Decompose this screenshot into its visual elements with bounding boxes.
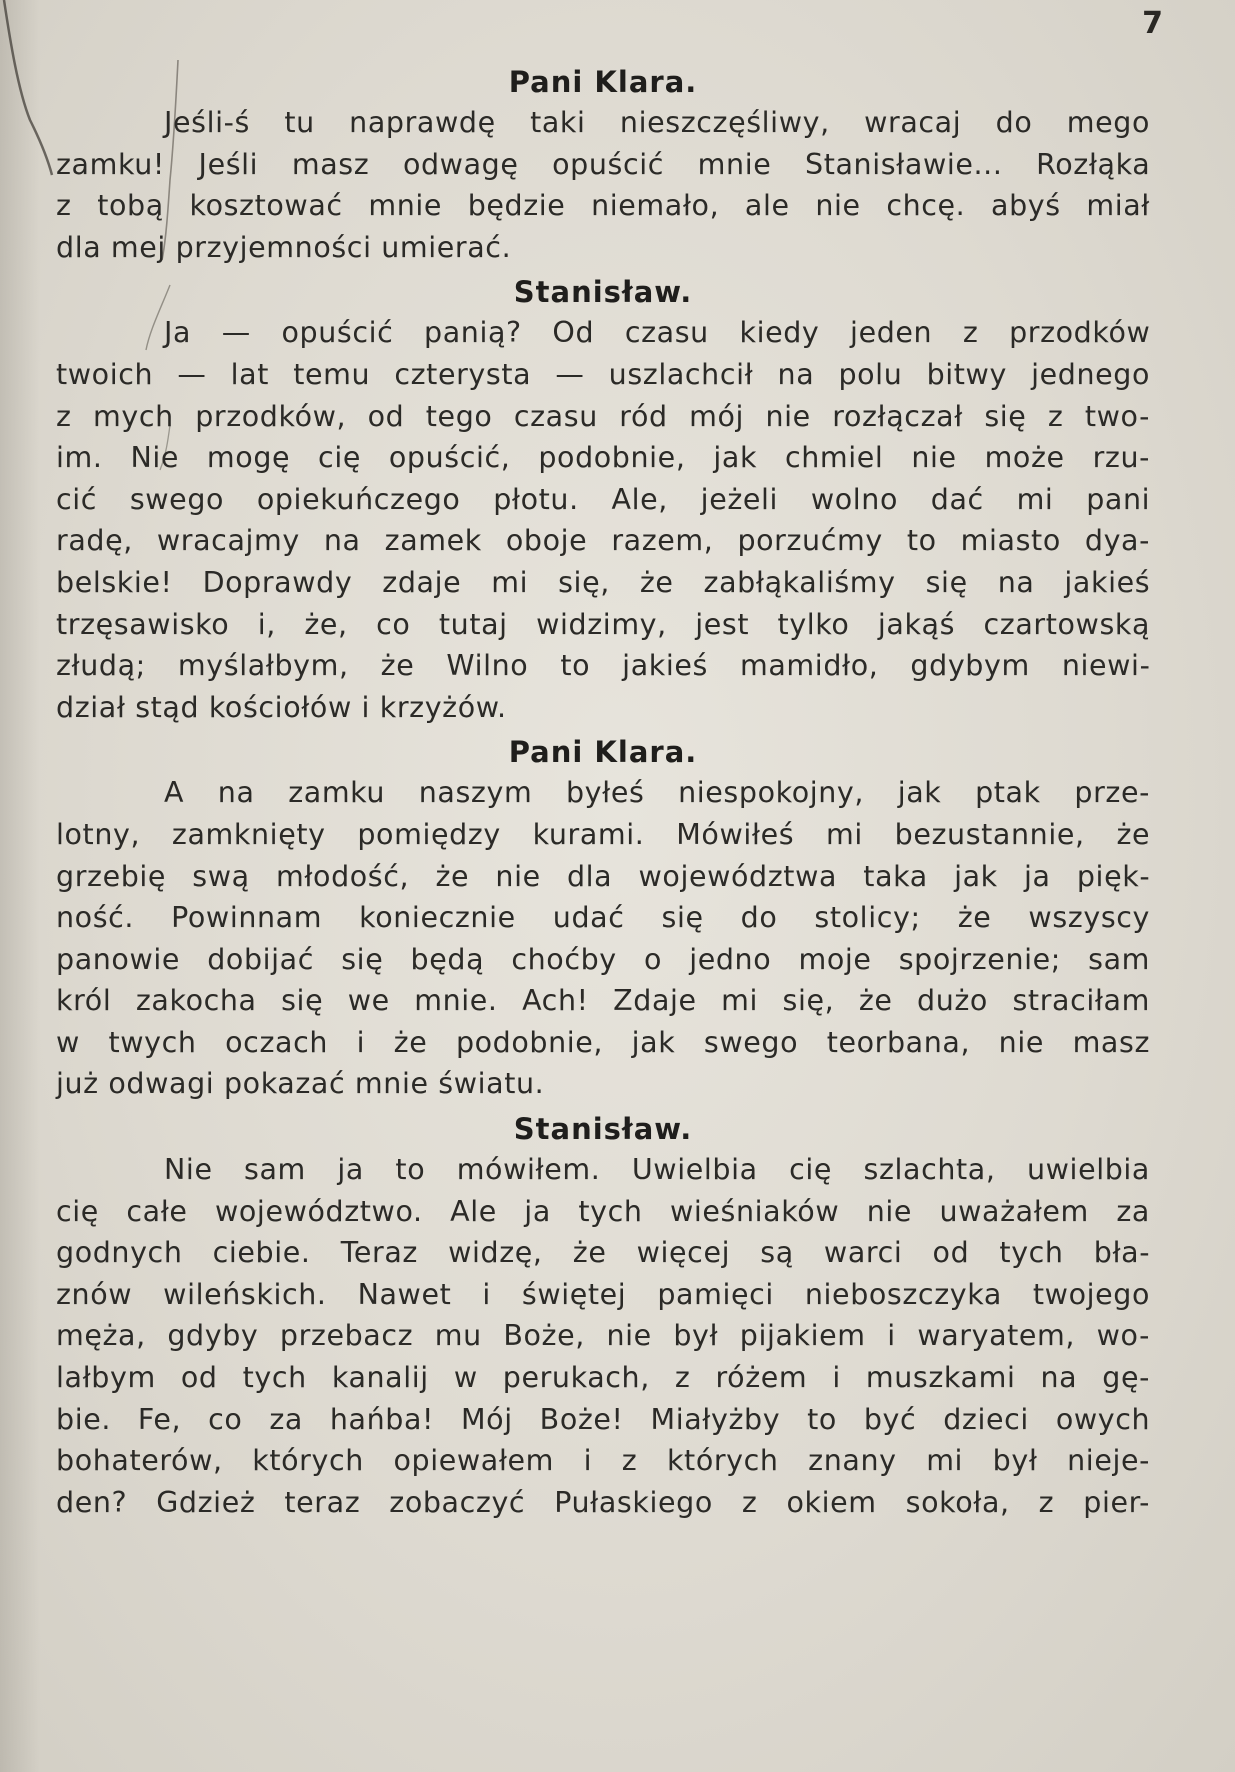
speaker-name: Stanisław. (513, 275, 693, 310)
page-number: 7 (1142, 6, 1163, 41)
speech-text (56, 102, 1150, 268)
speaker-name: Stanisław. (513, 1112, 693, 1147)
speech-text (56, 1149, 1150, 1523)
speech-text (56, 772, 1150, 1105)
text-line: radę, wracajmy na zamek oboje razem, porzućmy to miasto dya- (56, 524, 1150, 558)
text-line: cić swego opiekuńczego płotu. Ale, jeżeli wolno dać mi pani (56, 482, 1151, 516)
text-line: męża, gdyby przebacz mu Boże, nie był pijakiem i waryatem, wo- (56, 1319, 1150, 1353)
text-line: już odwagi pokazać mnie światu. (56, 1067, 545, 1101)
text-line: cię całe województwo. Ale ja tych wieśniaków nie uważałem za (56, 1194, 1150, 1228)
text-line: twoich — lat temu czterysta — uszlachcił na polu bitwy jednego (56, 357, 1150, 391)
dialogue-section (56, 1109, 1150, 1523)
dialogue-section (56, 62, 1150, 268)
text-line: Nie sam ja to mówiłem. Uwielbia cię szlachta, uwielbia (164, 1153, 1150, 1187)
text-line: grzebię swą młodość, że nie dla województwa taka jak ja pięk- (56, 859, 1151, 893)
text-line: znów wileńskich. Nawet i świętej pamięci nieboszczyka twojego (56, 1277, 1150, 1311)
text-line: dla mej przyjemności umierać. (56, 230, 512, 264)
text-line: den? Gdzież teraz zobaczyć Pułaskiego z okiem sokoła, z pier- (56, 1485, 1150, 1519)
text-line: Jeśli-ś tu naprawdę taki nieszczęśliwy, wracaj do mego (164, 106, 1150, 139)
text-line: ność. Powinnam koniecznie udać się do stolicy; że wszyscy (56, 901, 1150, 935)
text-line: z mych przodków, od tego czasu ród mój nie rozłączał się z two- (56, 399, 1150, 433)
text-line: lotny, zamknięty pomiędzy kurami. Mówiłeś mi bezustannie, że (56, 817, 1151, 851)
text-line: z tobą kosztować mnie będzie niemało, ale nie chcę. abyś miał (56, 189, 1150, 223)
text-line: w twych oczach i że podobnie, jak swego teorbana, nie masz (56, 1025, 1150, 1059)
speech-text (56, 312, 1150, 728)
dialogue-section (56, 732, 1150, 1105)
text-line: lałbym od tych kanalij w perukach, z różem i muszkami na gę- (56, 1361, 1150, 1395)
text-line: im. Nie mogę cię opuścić, podobnie, jak chmiel nie może rzu- (56, 441, 1150, 475)
text-line: A na zamku naszym byłeś niespokojny, jak ptak prze- (164, 776, 1150, 810)
dialogue-section (56, 272, 1150, 728)
text-line: złudą; myślałbym, że Wilno to jakieś mamidło, gdybym niewi- (56, 649, 1151, 683)
text-line: godnych ciebie. Teraz widzę, że więcej są warci od tych bła- (56, 1236, 1151, 1270)
text-line: dział stąd kościołów i krzyżów. (56, 690, 507, 724)
text-line: bie. Fe, co za hańba! Mój Boże! Miałyżby to być dzieci owych (56, 1402, 1151, 1436)
text-line: zamku! Jeśli masz odwagę opuścić mnie Stanisławie... Rozłąka (56, 147, 1151, 181)
text-line: belskie! Doprawdy zdaje mi się, że zabłąkaliśmy się na jakieś (56, 565, 1151, 599)
text-line: panowie dobijać się będą choćby o jedno moje spojrzenie; sam (56, 942, 1151, 976)
text-line: król zakocha się we mnie. Ach! Zdaje mi się, że dużo straciłam (56, 984, 1150, 1018)
play-text (56, 58, 1150, 1523)
speaker-name: Pani Klara. (508, 65, 698, 99)
text-line: bohaterów, których opiewałem i z których znany mi był nieje- (56, 1444, 1150, 1478)
speaker-name: Pani Klara. (508, 735, 698, 770)
text-line: trzęsawisko i, że, co tutaj widzimy, jest tylko jakąś czartowską (56, 607, 1151, 641)
text-line: Ja — opuścić panią? Od czasu kiedy jeden z przodków (164, 316, 1151, 350)
